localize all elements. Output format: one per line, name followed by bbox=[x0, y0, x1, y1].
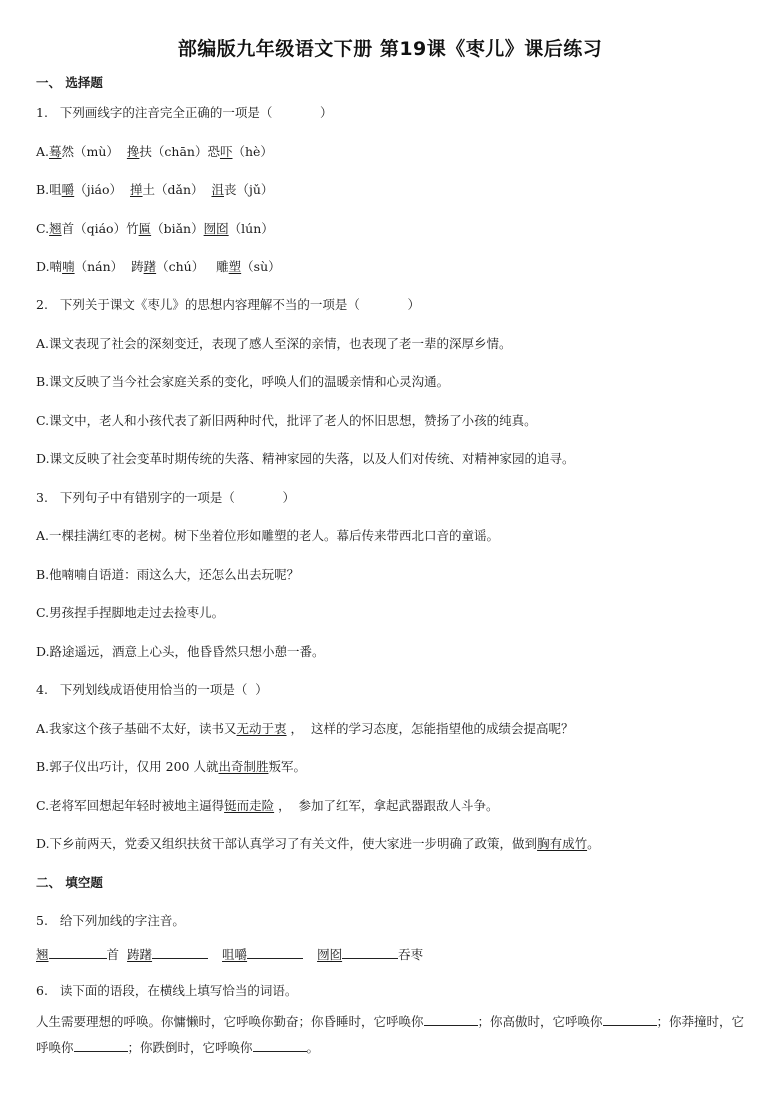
option-text: （lún） bbox=[228, 221, 274, 236]
question-3-option-d[interactable]: D.路途遥远，酒意上心头，他昏昏然只想小憩一番。 bbox=[36, 644, 325, 659]
option-text: （chú） 雕 bbox=[156, 259, 229, 274]
underlined-char: 塑 bbox=[228, 259, 242, 274]
underlined-char: 吓 bbox=[219, 144, 233, 159]
underlined-word: 囫囵 bbox=[317, 947, 343, 962]
option-text: ， 参加了红军，拿起武器跟敌人斗争。 bbox=[274, 798, 499, 813]
option-text: 土（dǎn） bbox=[142, 182, 212, 197]
section-heading-choice: 一、 选择题 bbox=[36, 75, 103, 90]
question-3-option-a[interactable]: A.一棵挂满红枣的老树。树下坐着位形如雕塑的老人。幕后传来带西北口音的童谣。 bbox=[36, 528, 500, 543]
item-text: 吞枣 bbox=[398, 947, 424, 962]
option-text: （hè） bbox=[232, 144, 273, 159]
option-label: D.喃 bbox=[36, 259, 63, 274]
paragraph-text: ；你跌倒时，它呼唤你 bbox=[127, 1040, 253, 1055]
underlined-idiom: 出奇制胜 bbox=[218, 759, 269, 774]
question-2-option-c[interactable]: C.课文中，老人和小孩代表了新旧两种时代，批评了老人的怀旧思想，赞扬了小孩的纯真。 bbox=[36, 413, 537, 428]
paragraph-text: 人生需要理想的呼唤。你慵懒时，它呼唤你勤奋；你昏睡时，它呼唤你 bbox=[36, 1014, 424, 1029]
question-1-option-a[interactable] bbox=[36, 146, 273, 159]
underlined-char: 躇 bbox=[143, 259, 157, 274]
underlined-word: 踌躇 bbox=[127, 947, 153, 962]
underlined-char: 掸 bbox=[130, 182, 143, 197]
paragraph-text: ；你莽撞时，它呼唤你 bbox=[36, 1014, 745, 1055]
answer-blank[interactable] bbox=[49, 946, 107, 959]
option-text: ， 这样的学习态度，怎能指望他的成绩会提高呢？ bbox=[286, 721, 574, 736]
question-2-option-a[interactable]: A.课文表现了社会的深刻变迁，表现了感人至深的亲情，也表现了老一辈的深厚乡情。 bbox=[36, 336, 512, 351]
option-text: （biǎn） bbox=[151, 221, 204, 236]
question-6-stem: 6. 读下面的语段，在横线上填写恰当的词语。 bbox=[36, 983, 298, 998]
page-title: 部编版九年级语文下册 第19课《枣儿》课后练习 bbox=[177, 38, 603, 60]
underlined-char: 喃 bbox=[62, 259, 75, 274]
underlined-char: 沮 bbox=[211, 182, 224, 197]
question-1-option-b[interactable] bbox=[36, 184, 273, 197]
paragraph-text: 。 bbox=[306, 1040, 320, 1055]
question-4-option-a[interactable] bbox=[36, 723, 573, 736]
question-2-option-b[interactable]: B.课文反映了当今社会家庭关系的变化，呼唤人们的温暖亲情和心灵沟通。 bbox=[36, 374, 450, 389]
answer-blank[interactable] bbox=[253, 1039, 307, 1052]
option-text: 首（qiáo）竹 bbox=[61, 221, 139, 236]
question-4-stem: 4. 下列划线成语使用恰当的一项是（ ） bbox=[36, 682, 268, 697]
section-heading-fill: 二、 填空题 bbox=[36, 875, 103, 890]
question-5-items bbox=[36, 946, 423, 962]
paragraph-text: ；你高傲时，它呼唤你 bbox=[477, 1014, 603, 1029]
option-text: 扶（chān）恐 bbox=[139, 144, 220, 159]
option-text: （nán） 踌 bbox=[74, 259, 144, 274]
answer-blank[interactable] bbox=[247, 946, 303, 959]
option-text: A.我家这个孩子基础不太好，读书又 bbox=[36, 721, 237, 736]
question-6-paragraph bbox=[36, 1009, 748, 1061]
option-text: 然（mù） bbox=[61, 144, 127, 159]
underlined-char: 匾 bbox=[138, 221, 152, 236]
underlined-idiom: 无动于衷 bbox=[236, 721, 287, 736]
option-text: （sù） bbox=[241, 259, 281, 274]
option-text: 叛军。 bbox=[268, 759, 306, 774]
answer-blank[interactable] bbox=[74, 1039, 128, 1052]
underlined-idiom: 胸有成竹 bbox=[537, 836, 588, 851]
item-text: 首 bbox=[106, 947, 120, 962]
answer-blank[interactable] bbox=[424, 1013, 478, 1026]
answer-blank[interactable] bbox=[603, 1013, 657, 1026]
option-text: D.下乡前两天，党委又组织扶贫干部认真学习了有关文件，使大家进一步明确了政策，做到 bbox=[36, 836, 538, 851]
question-3-option-c[interactable]: C.男孩捏手捏脚地走过去捡枣儿。 bbox=[36, 605, 225, 620]
option-text: 丧（jǔ） bbox=[223, 182, 274, 197]
question-2-stem: 2. 下列关于课文《枣儿》的思想内容理解不当的一项是（ ） bbox=[36, 297, 421, 312]
underlined-char: 翘 bbox=[49, 221, 62, 236]
question-3-option-b[interactable]: B.他喃喃自语道：雨这么大，还怎么出去玩呢？ bbox=[36, 567, 300, 582]
question-1-option-c[interactable] bbox=[36, 223, 274, 236]
question-5-stem: 5. 给下列加线的字注音。 bbox=[36, 913, 185, 928]
answer-blank[interactable] bbox=[152, 946, 208, 959]
option-label: A. bbox=[36, 144, 50, 159]
underlined-char: 囫囵 bbox=[203, 221, 229, 236]
question-1-stem: 1. 下列画线字的注音完全正确的一项是（ ） bbox=[36, 105, 333, 120]
option-text: 。 bbox=[587, 836, 600, 851]
underlined-idiom: 铤而走险 bbox=[224, 798, 275, 813]
underlined-char: 搀 bbox=[126, 144, 140, 159]
underlined-char: 蓦 bbox=[49, 144, 62, 159]
underlined-char: 翘 bbox=[36, 947, 49, 962]
question-3-stem: 3. 下列句子中有错别字的一项是（ ） bbox=[36, 490, 296, 505]
question-4-option-c[interactable] bbox=[36, 800, 499, 813]
option-text: （jiáo） bbox=[74, 182, 130, 197]
underlined-char: 嚼 bbox=[61, 182, 75, 197]
option-label: C. bbox=[36, 221, 50, 236]
question-4-option-b[interactable] bbox=[36, 761, 306, 774]
answer-blank[interactable] bbox=[342, 946, 398, 959]
question-2-option-d[interactable]: D.课文反映了社会变革时期传统的失落、精神家园的失落，以及人们对传统、对精神家园的追寻。 bbox=[36, 451, 575, 466]
question-4-option-d[interactable] bbox=[36, 838, 600, 851]
option-label: B.咀 bbox=[36, 182, 62, 197]
option-text: C.老将军回想起年轻时被地主逼得 bbox=[36, 798, 225, 813]
option-text: B.郭子仪出巧计，仅用 200 人就 bbox=[36, 759, 219, 774]
underlined-word: 咀嚼 bbox=[222, 947, 248, 962]
question-1-option-d[interactable] bbox=[36, 261, 281, 274]
